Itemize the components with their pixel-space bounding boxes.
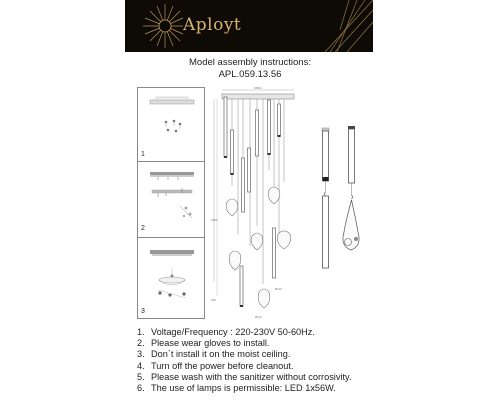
instruction-number: 5. xyxy=(137,371,145,382)
assembly-steps-panel xyxy=(137,87,205,319)
svg-text:Ø110: Ø110 xyxy=(255,315,262,319)
instruction-text: Please wear gloves to install. xyxy=(151,338,270,349)
instruction-text: Don`t install it on the moist ceiling. xyxy=(151,349,291,360)
sunburst-icon xyxy=(125,0,373,52)
instruction-item xyxy=(137,361,352,372)
svg-text:Ø600: Ø600 xyxy=(254,86,262,90)
parts-detail-drawing xyxy=(310,120,370,280)
instructions-list xyxy=(137,327,352,394)
instruction-item xyxy=(137,372,352,383)
instruction-item xyxy=(137,338,352,349)
step-number: 2 xyxy=(141,225,145,232)
instruction-item xyxy=(137,383,352,394)
svg-text:1800: 1800 xyxy=(211,218,218,222)
fixture-dimension-drawing xyxy=(205,86,305,320)
document-title: Model assembly instructions: xyxy=(189,57,311,68)
model-number: APL.059.13.56 xyxy=(218,69,282,80)
instruction-item xyxy=(137,327,352,338)
step-2-box xyxy=(138,162,204,238)
instruction-number: 6. xyxy=(137,383,145,394)
step-1-box xyxy=(138,88,204,162)
svg-text:Ø110: Ø110 xyxy=(275,287,282,291)
brand-header xyxy=(125,0,373,52)
instruction-text: Voltage/Frequency : 220-230V 50-60Hz. xyxy=(151,327,315,337)
instruction-text: The use of lamps is permissible: LED 1x56W. xyxy=(151,383,336,394)
instruction-number: 2. xyxy=(137,338,145,349)
step-3-box xyxy=(138,238,204,319)
brand-logo-text: Aployt xyxy=(183,15,242,35)
step-number: 1 xyxy=(141,151,145,158)
instruction-item xyxy=(137,349,352,360)
instruction-number: 4. xyxy=(137,360,145,371)
ceiling-mount-figure xyxy=(138,88,204,162)
instruction-number: 1. xyxy=(137,327,145,337)
step-number: 3 xyxy=(141,308,145,315)
canopy-fix-figure xyxy=(138,162,204,238)
instruction-text: Please wash with the sanitizer without corrosivity. xyxy=(151,371,352,382)
instruction-text: Turn off the power before cleanout. xyxy=(151,360,294,371)
canopy-close-figure xyxy=(138,238,204,319)
instruction-number: 3. xyxy=(137,349,145,360)
svg-text:300: 300 xyxy=(211,298,217,302)
